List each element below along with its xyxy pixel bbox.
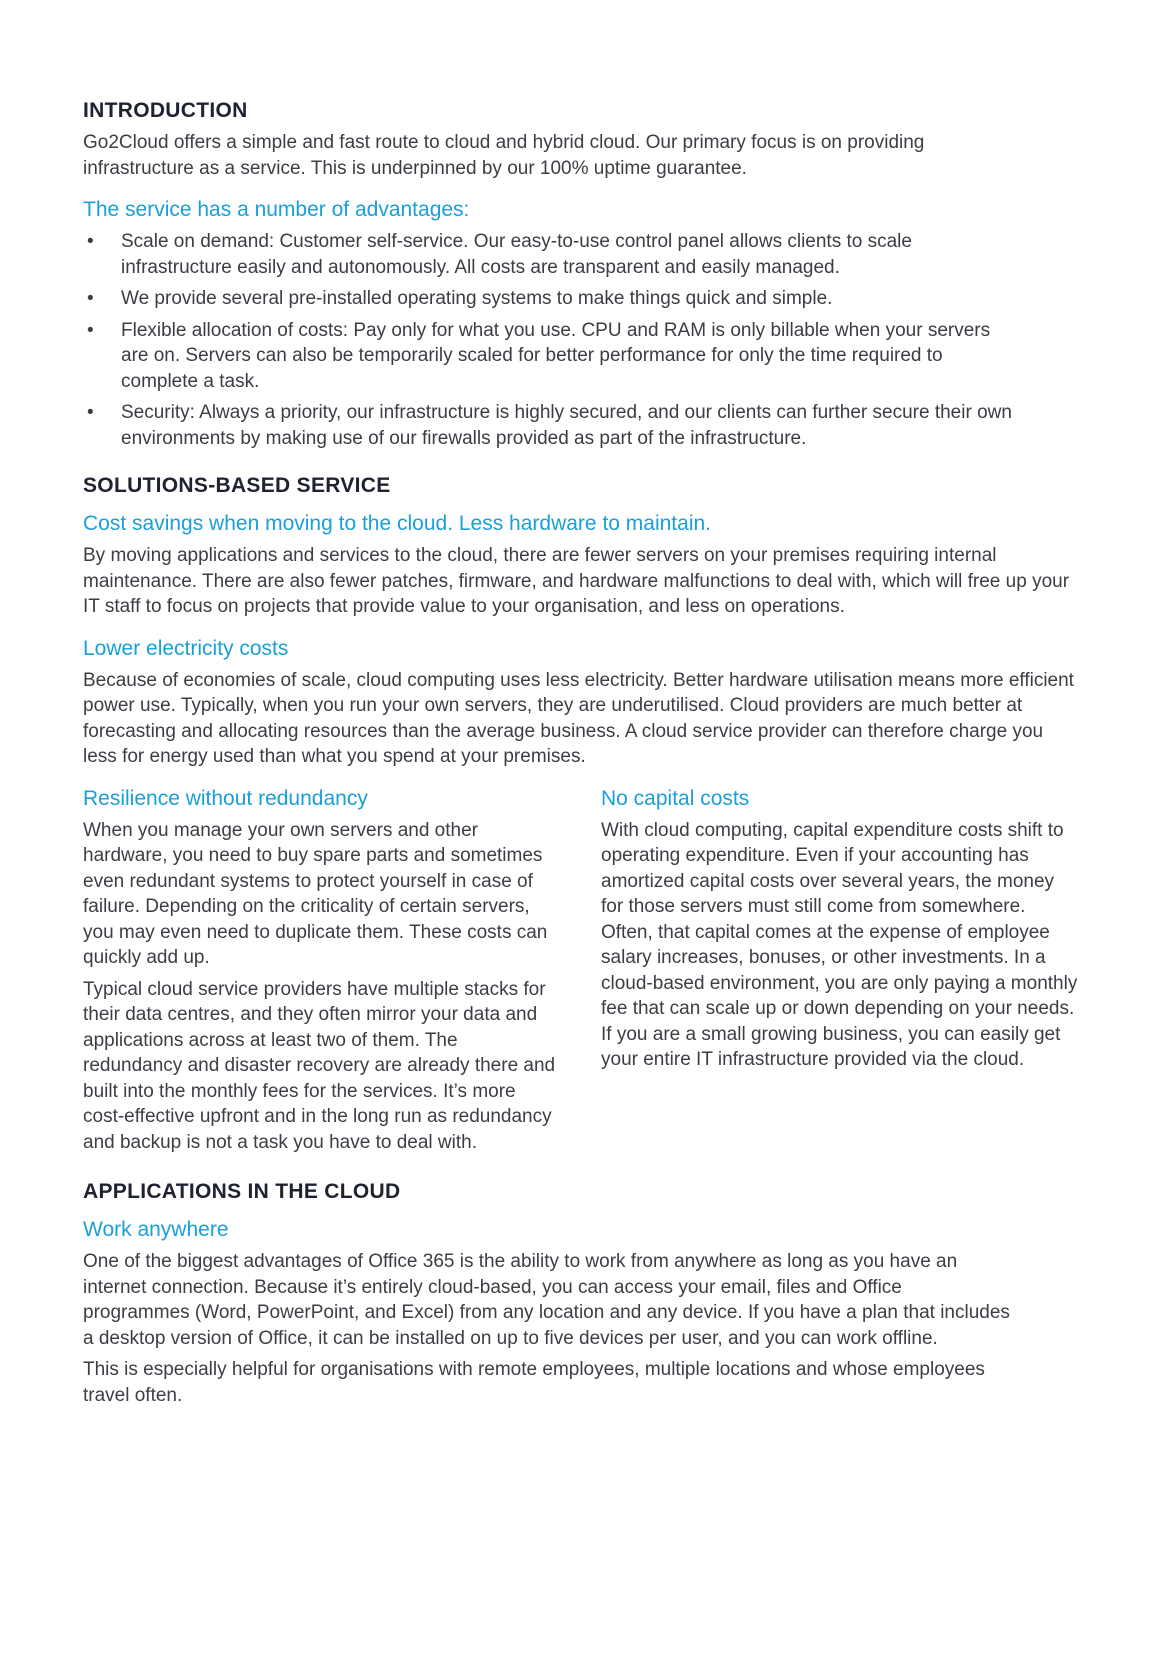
introduction-heading: INTRODUCTION <box>83 99 248 122</box>
bullet-icon: • <box>87 231 94 252</box>
work-anywhere-heading: Work anywhere <box>83 1218 229 1241</box>
advantage-item: • Scale on demand: Customer self-service. Our easy-to-use control panel allows clients to scale infrastructure easily and autonomously. All costs are transparent and easily managed. <box>87 231 912 278</box>
work-anywhere-body-2: This is especially helpful for organisations with remote employees, multiple locations and whose employees travel often. <box>83 1359 985 1406</box>
resilience-body-1: When you manage your own servers and other hardware, you need to buy spare parts and sometimes even redundant systems to protect yourself in case of failure. Depending on the criticality of certain servers, you may even need to duplicate them. These costs can quickly add up. <box>83 819 548 968</box>
capital-heading: No capital costs <box>601 786 750 810</box>
advantage-item: • Security: Always a priority, our infrastructure is highly secured, and our clients can further secure their own environments by making use of our firewalls provided as part of the infrastructure. <box>87 402 1012 449</box>
resilience-heading: Resilience without redundancy <box>83 786 368 810</box>
work-anywhere-body-1: One of the biggest advantages of Office 365 is the ability to work from anywhere as long as you have an internet connection. Because it’s entirely cloud-based, you can access your email, files and Office programmes (Word, PowerPoint, and Excel) from any location and any device. If you have a plan that includes a desktop version of Office, it can be installed on up to five devices per user, and you can work offline. <box>83 1251 1010 1349</box>
advantages-list <box>83 229 1013 451</box>
bullet-icon: • <box>87 319 94 341</box>
resilience-column <box>83 784 561 1156</box>
cost-savings-body: By moving applications and services to the cloud, there are fewer servers on your premises requiring internal maintenance. There are also fewer patches, firmware, and hardware malfunctions to deal with, which will free up your IT staff to focus on projects that provide value to your organisation, and less on operations. <box>83 545 1070 617</box>
cost-savings-heading: Cost savings when moving to the cloud. Less hardware to maintain. <box>83 512 712 535</box>
bullet-icon: • <box>87 402 94 423</box>
advantage-item: • We provide several pre-installed operating systems to make things quick and simple. <box>83 286 1013 312</box>
electricity-heading: Lower electricity costs <box>83 636 289 660</box>
bullet-icon: • <box>87 288 94 309</box>
advantages-heading: The service has a number of advantages: <box>83 198 470 221</box>
resilience-body-2: Typical cloud service providers have multiple stacks for their data centres, and they often mirror your data and applications across at least two of them. The redundancy and disaster recovery are already there and built into the monthly fees for the services. It’s more cost-effective upfront and in the long run as redundancy and backup is not a task you have to deal with. <box>83 978 556 1153</box>
capital-body: With cloud computing, capital expenditure costs shift to operating expenditure. Even if your accounting has amortized capital costs over several years, the money for those servers must still come from somewhere. Often, that capital comes at the expense of employee salary increases, bonuses, or other investments. In a cloud-based environment, you are only paying a monthly fee that can scale up or down depending on your needs. If you are a small growing business, you can easily get your entire IT infrastructure provided via the cloud. <box>601 819 1078 1070</box>
solutions-heading: SOLUTIONS-BASED SERVICE <box>83 474 391 497</box>
applications-heading: APPLICATIONS IN THE CLOUD <box>83 1180 401 1203</box>
introduction-body: Go2Cloud offers a simple and fast route to cloud and hybrid cloud. Our primary focus is on providing infrastructure as a service. This is underpinned by our 100% uptime guarantee. <box>83 132 925 179</box>
electricity-body: Because of economies of scale, cloud computing uses less electricity. Better hardware utilisation means more efficient power use. Typically, when you run your own servers, they are underutilised. Cloud providers are much better at forecasting and allocating resources than the average business. A cloud service provider can therefore charge you less for energy used than what you spend at your premises. <box>83 669 1074 767</box>
advantage-item: • Flexible allocation of costs: Pay only for what you use. CPU and RAM is only billable when your servers are on. Servers can also be temporarily scaled for better performance for only the time required to complete a task. <box>87 319 991 392</box>
capital-column <box>601 784 1078 1156</box>
two-column-section <box>83 784 1078 1156</box>
